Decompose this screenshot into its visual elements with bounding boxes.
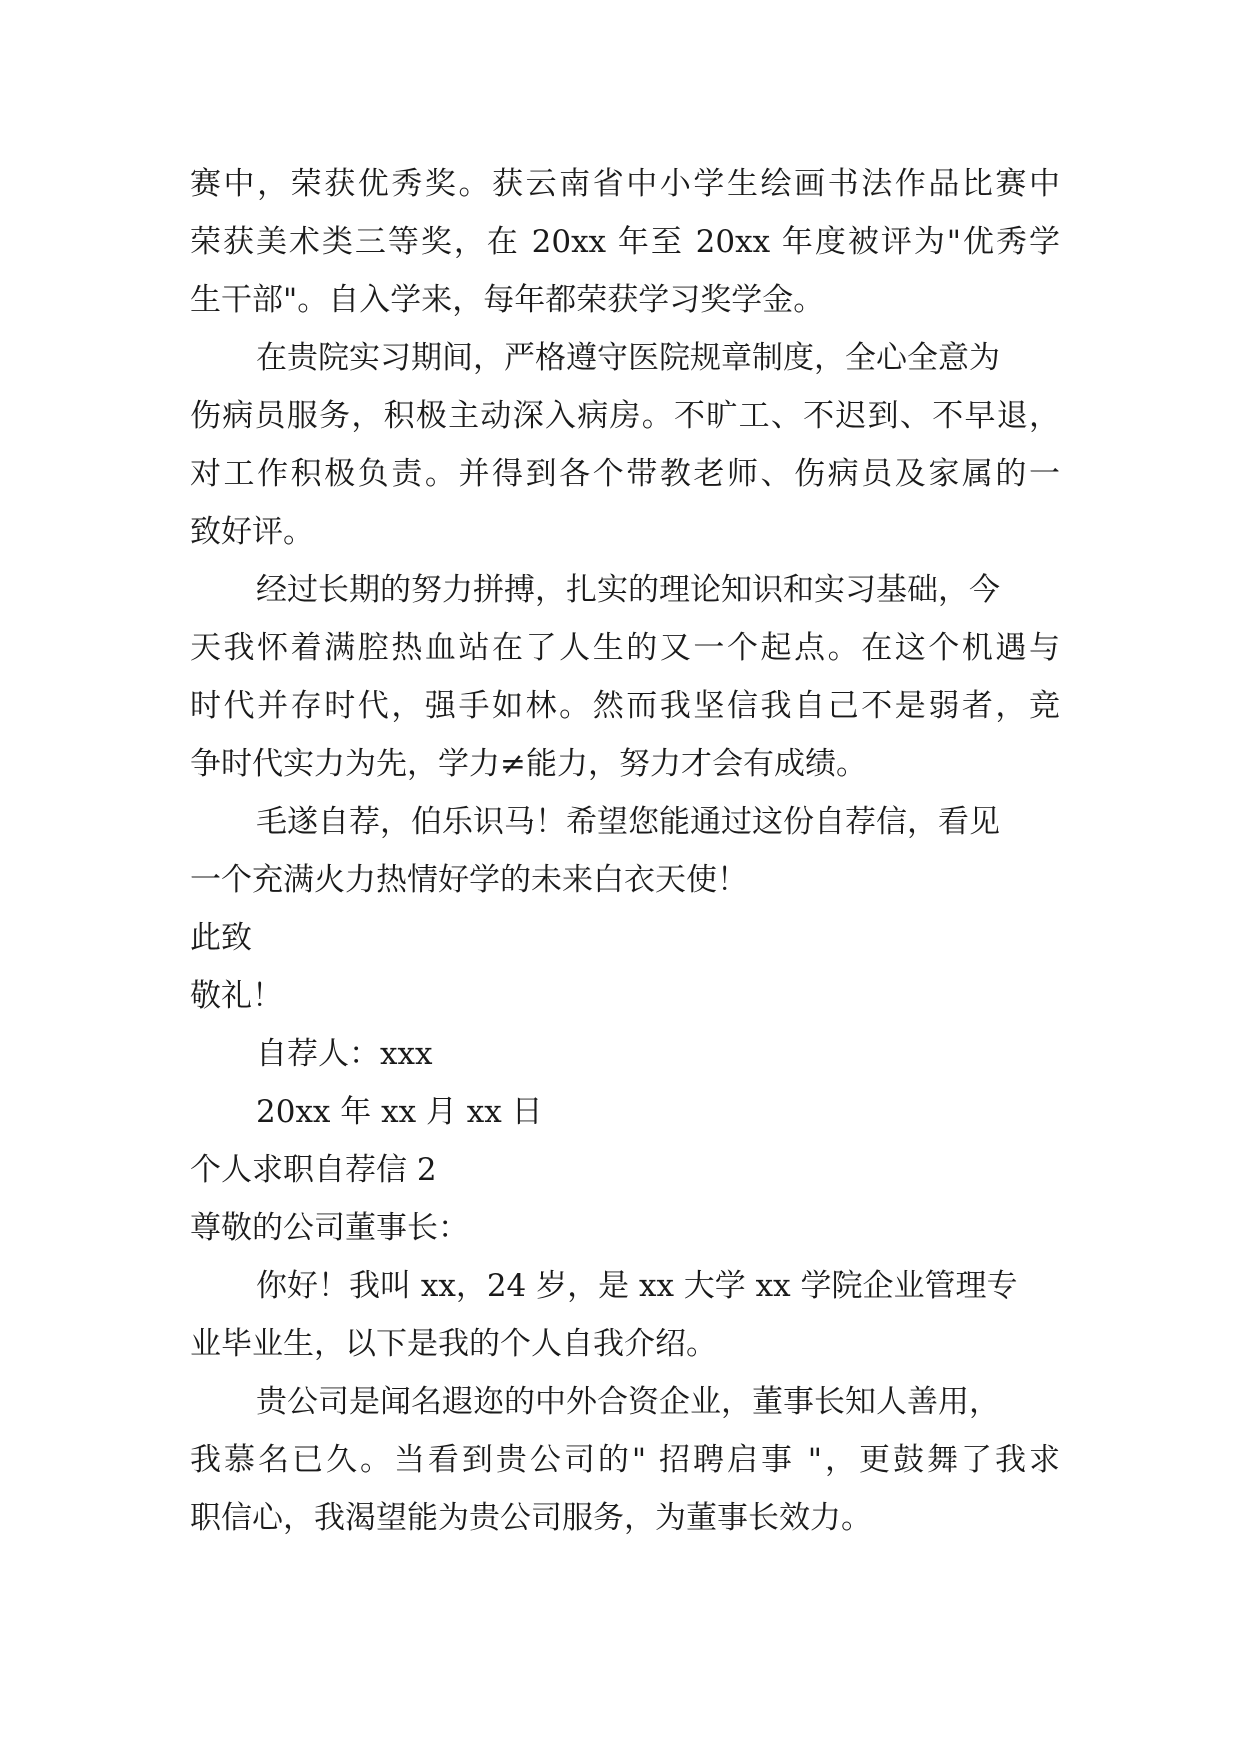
- signature-name: 自荐人：xxx: [256, 1036, 433, 1072]
- paragraph-start-line: 你好！我叫 xx，24 岁，是 xx 大学 xx 学院企业管理专: [256, 1268, 1018, 1304]
- letter-greeting: 尊敬的公司董事长：: [190, 1210, 469, 1246]
- paragraph-start-line: 毛遂自荐，伯乐识马！希望您能通过这份自荐信，看见: [256, 804, 1000, 840]
- closing-regards: 敬礼！: [190, 978, 283, 1014]
- paragraph-start-line: 经过长期的努力拼搏，扎实的理论知识和实习基础，今: [256, 572, 1000, 608]
- section-title: 个人求职自荐信 2: [190, 1152, 437, 1188]
- text-line: 我慕名已久。当看到贵公司的" 招聘启事 "，更鼓舞了我求: [190, 1442, 1060, 1478]
- signature-date: 20xx 年 xx 月 xx 日: [256, 1094, 543, 1130]
- text-line: 致好评。: [190, 514, 314, 550]
- paragraph-start-line: 在贵院实习期间，严格遵守医院规章制度，全心全意为: [256, 340, 1000, 376]
- text-line: 时代并存时代，强手如林。然而我坚信我自己不是弱者，竞: [190, 688, 1060, 724]
- text-line: 对工作积极负责。并得到各个带教老师、伤病员及家属的一: [190, 456, 1060, 492]
- text-line: 争时代实力为先，学力≠能力，努力才会有成绩。: [190, 746, 867, 782]
- text-line: 荣获美术类三等奖，在 20xx 年至 20xx 年度被评为"优秀学: [190, 224, 1060, 260]
- text-line: 伤病员服务，积极主动深入病房。不旷工、不迟到、不早退，: [190, 398, 1060, 434]
- text-line: 天我怀着满腔热血站在了人生的又一个起点。在这个机遇与: [190, 630, 1060, 666]
- paragraph-start-line: 贵公司是闻名遐迩的中外合资企业，董事长知人善用，: [256, 1384, 1000, 1420]
- text-line: 生干部"。自入学来，每年都荣获学习奖学金。: [190, 282, 825, 318]
- text-line: 职信心，我渴望能为贵公司服务，为董事长效力。: [190, 1500, 872, 1536]
- text-line: 一个充满火力热情好学的未来白衣天使！: [190, 862, 748, 898]
- text-line: 业毕业生，以下是我的个人自我介绍。: [190, 1326, 717, 1362]
- closing-salutation: 此致: [190, 920, 252, 956]
- text-line: 赛中，荣获优秀奖。获云南省中小学生绘画书法作品比赛中: [190, 166, 1060, 202]
